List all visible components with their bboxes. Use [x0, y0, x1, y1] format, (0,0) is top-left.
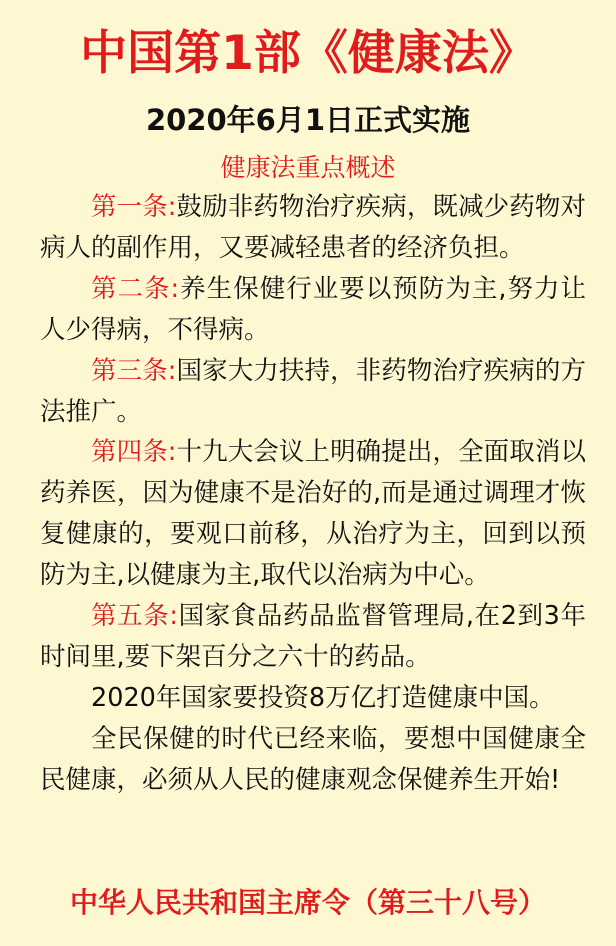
article-text: 国家大力扶持，非药物治疗疾病的方法推广。: [40, 355, 586, 427]
article-list: [40, 187, 586, 801]
article-5: [40, 596, 586, 678]
article-label: 第五条:: [91, 601, 178, 632]
article-label: 第四条:: [91, 437, 177, 468]
decree-footer: 中华人民共和国主席令（第三十八号）: [69, 886, 546, 919]
investment-statement: 2020年国家要投资8万亿打造健康中国。: [91, 682, 555, 713]
article-text: 十九大会议上明确提出，全面取消以药养医，因为健康不是治好的,而是通过调理才恢复健康的，要观口前移，从治疗为主，回到以预防为主,以健康为主,取代以治病为中心。: [40, 437, 586, 591]
poster-title: 中国第1部《健康法》: [80, 26, 536, 81]
article-3: [40, 351, 586, 433]
summary-heading: 健康法重点概述: [220, 153, 396, 182]
article-2: [40, 269, 586, 351]
closing-statement: 全民保健的时代已经来临，要想中国健康全民健康，必须从人民的健康观念保健养生开始!: [40, 723, 586, 795]
article-label: 第一条:: [91, 192, 177, 222]
article-1: [40, 187, 586, 269]
article-4: [40, 432, 586, 596]
article-label: 第二条:: [91, 273, 180, 304]
article-text: 养生保健行业要以预防为主,努力让人少得病，不得病。: [40, 273, 586, 345]
effective-date: 2020年6月1日正式实施: [145, 103, 471, 137]
article-label: 第三条:: [91, 355, 177, 386]
article-text: 国家食品药品监督管理局,在2到3年时间里,要下架百分之六十的药品。: [40, 601, 586, 672]
article-text: 鼓励非药物治疗疾病，既减少药物对病人的副作用，又要减轻患者的经济负担。: [40, 192, 586, 263]
